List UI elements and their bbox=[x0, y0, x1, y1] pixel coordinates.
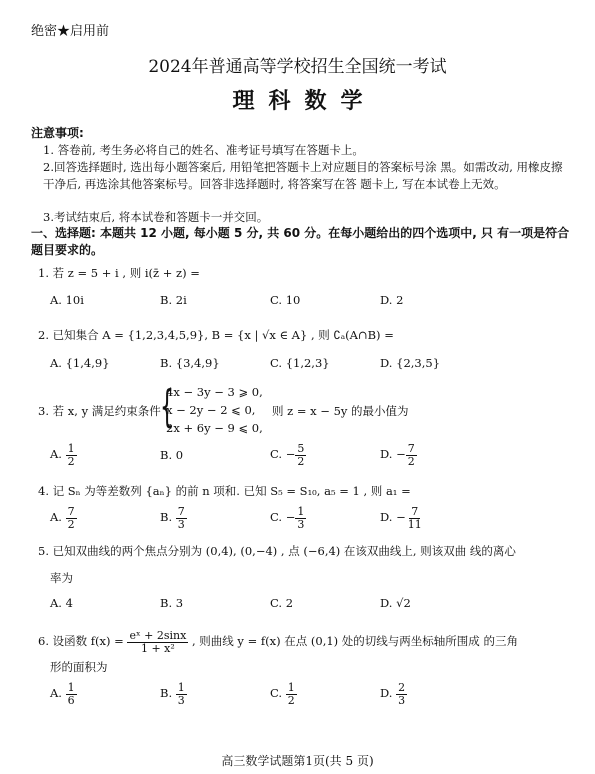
question-5-option-b: B. 3 bbox=[160, 596, 184, 610]
exam-title: 2024年普通高等学校招生全国统一考试 bbox=[148, 57, 447, 77]
question-1-stem: 1. 若 z = 5 + i , 则 i(z̄ + z) = bbox=[38, 266, 200, 280]
question-1-option-b: B. 2i bbox=[160, 293, 187, 307]
question-3-option-b: B. 0 bbox=[160, 448, 184, 462]
page-footer: 高三数学试题第1页(共 5 页) bbox=[221, 754, 374, 768]
notice-heading: 注意事项: bbox=[31, 126, 84, 140]
question-2-option-d: D. {2,3,5} bbox=[380, 356, 441, 370]
question-4-option-d: D. − $\frac{7}{11}$ bbox=[380, 505, 422, 531]
question-5-option-d: D. √2 bbox=[380, 596, 411, 610]
question-6-option-c: C. $\frac{1}{2}$ bbox=[270, 681, 295, 707]
question-6-option-b: B. $\frac{1}{3}$ bbox=[160, 681, 185, 707]
question-4-option-a: A. $\frac{7}{2}$ bbox=[50, 505, 75, 531]
question-4-option-b: B. $\frac{7}{3}$ bbox=[160, 505, 185, 531]
question-5-option-c: C. 2 bbox=[270, 596, 294, 610]
question-5-stem-line2: 率为 bbox=[50, 571, 73, 585]
question-2-option-a: A. {1,4,9} bbox=[50, 356, 110, 370]
notice-item: 1. 答卷前, 考生务必将自己的姓名、准考证号填写在答题卡上。 bbox=[43, 143, 364, 157]
question-1-option-c: C. 10 bbox=[270, 293, 301, 307]
question-5-option-a: A. 4 bbox=[50, 596, 73, 610]
question-6-stem: 6. 设函数 f(x) = $\frac{\text{eˣ + 2sinx}}{\text{1 + x²}}$ , 则曲线 y = f(x) 在点 (0,1) 处的切线与两坐标轴所围成 的三角 bbox=[38, 629, 518, 655]
constraint-line: 2x + 6y − 9 ⩽ 0, bbox=[166, 421, 263, 435]
question-1-option-a: A. 10i bbox=[50, 293, 84, 307]
notice-item: 3.考试结束后, 将本试卷和答题卡一并交回。 bbox=[43, 210, 269, 224]
question-3-option-a: A. $\frac{1}{2}$ bbox=[50, 442, 75, 468]
question-6-option-a: A. $\frac{1}{6}$ bbox=[50, 681, 75, 707]
constraint-line: x − 2y − 2 ⩽ 0, bbox=[166, 403, 256, 417]
subject-title: 理科数学 bbox=[232, 89, 377, 114]
question-4-option-c: C. − $\frac{1}{3}$ bbox=[270, 505, 305, 531]
question-2-option-b: B. {3,4,9} bbox=[160, 356, 220, 370]
question-4-stem: 4. 记 Sₙ 为等差数列 {aₙ} 的前 n 项和. 已知 S₅ = S₁₀, a₅ = 1 , 则 a₁ = bbox=[38, 484, 411, 498]
question-3-stem-suffix: 则 z = x − 5y 的最小值为 bbox=[272, 404, 409, 418]
notice-item: 2.回答选择题时, 选出每小题答案后, 用铅笔把答题卡上对应题目的答案标号涂 黑。如需改动, 用橡皮擦干净后, 再选涂其他答案标号。回答非选择题时, 将答案写在答 题卡上, 写在本试卷上无效。 bbox=[43, 160, 563, 191]
question-1-option-d: D. 2 bbox=[380, 293, 404, 307]
question-3-option-d: D. − $\frac{7}{2}$ bbox=[380, 442, 415, 468]
constraint-line: 4x − 3y − 3 ⩾ 0, bbox=[166, 385, 263, 399]
question-3-stem-prefix: 3. 若 x, y 满足约束条件 bbox=[38, 404, 161, 418]
confidential-label: 绝密★启用前 bbox=[31, 24, 110, 39]
section-heading: 一、选择题: 本题共 12 小题, 每小题 5 分, 共 60 分。在每小题给出的四个选项中, 只 有一项是符合题目要求的。 bbox=[31, 226, 570, 257]
question-6-stem-line2: 形的面积为 bbox=[50, 660, 108, 674]
question-6-option-d: D. $\frac{2}{3}$ bbox=[380, 681, 406, 707]
question-5-stem: 5. 已知双曲线的两个焦点分别为 (0,4), (0,−4) , 点 (−6,4) 在该双曲线上, 则该双曲 线的离心 bbox=[38, 544, 516, 558]
constraint-brace: { bbox=[160, 381, 174, 432]
question-3-option-c: C. − $\frac{5}{2}$ bbox=[270, 442, 305, 468]
question-2-option-c: C. {1,2,3} bbox=[270, 356, 330, 370]
question-2-stem: 2. 已知集合 A = {1,2,3,4,5,9}, B = {x | √x ∈ A} , 则 ∁ₐ(A∩B) = bbox=[38, 328, 394, 342]
